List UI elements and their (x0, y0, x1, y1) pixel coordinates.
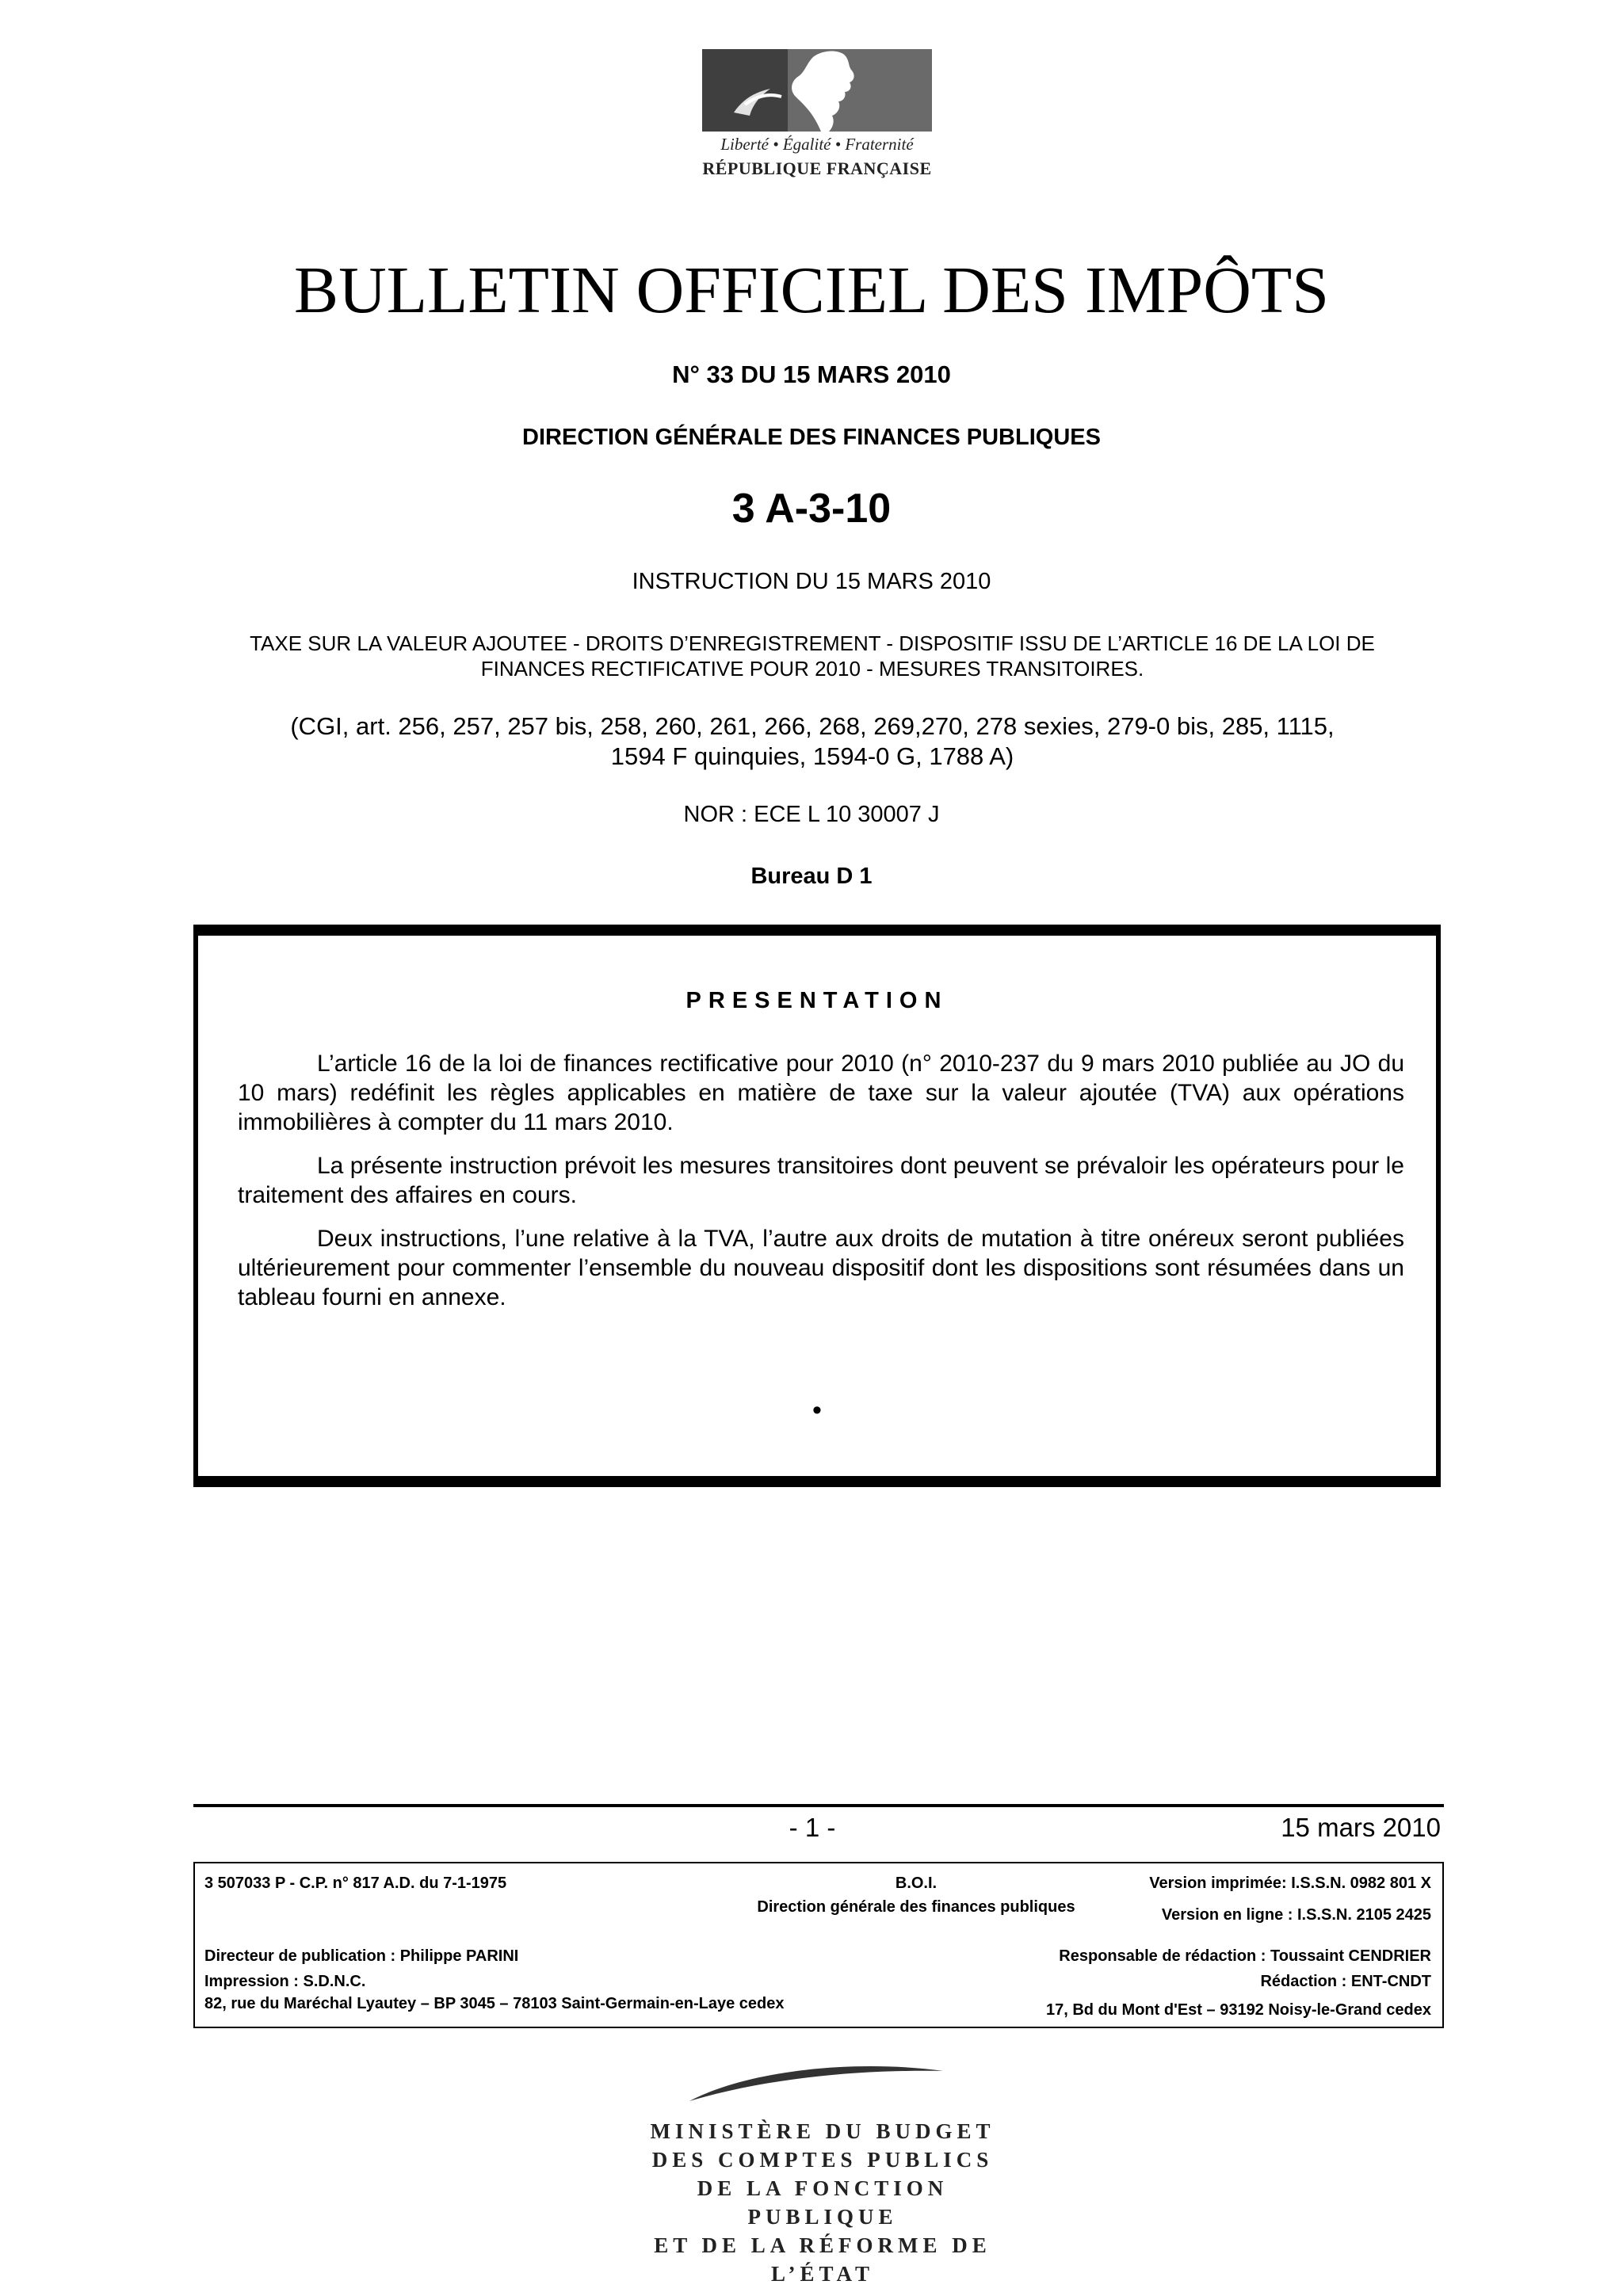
logo-country: RÉPUBLIQUE FRANÇAISE (702, 158, 932, 178)
nor-reference: NOR : ECE L 10 30007 J (683, 802, 940, 827)
address-left: 82, rue du Maréchal Lyautey – BP 3045 – 78103 Saint-Germain-en-Laye cedex (204, 1995, 785, 2012)
bulletin-number: N° 33 DU 15 MARS 2010 (672, 360, 951, 388)
instruction-date: INSTRUCTION DU 15 MARS 2010 (632, 569, 991, 594)
logo-motto: Liberté • Égalité • Fraternité (720, 135, 914, 154)
dgfip-label: Direction générale des finances publiques (757, 1898, 1075, 1916)
cgi-references (206, 711, 1419, 772)
presentation-paragraph: Deux instructions, l’une relative à la TVA, l’autre aux droits de mutation à titre onéreux seront publiées ultérieurement pour commenter l’ensemble du nouveau dispositif dont les dispositions sont résumées dans un tableau fourni en annexe. (238, 1226, 1404, 1310)
editor-in-chief: Responsable de rédaction : Toussaint CENDRIER (1059, 1947, 1431, 1965)
issn-print: Version imprimée: I.S.S.N. 0982 801 X (1149, 1875, 1431, 1892)
ministry-name (624, 2117, 1021, 2288)
page-number: - 1 - (789, 1813, 836, 1842)
presentation-title: PRESENTATION (685, 988, 949, 1013)
direction-name: DIRECTION GÉNÉRALE DES FINANCES PUBLIQUES (522, 425, 1101, 450)
subject-line-2: FINANCES RECTIFICATIVE POUR 2010 - MESURES TRANSITOIRES. (480, 657, 1144, 681)
footer-divider (193, 1804, 1444, 1807)
address-right: 17, Bd du Mont d'Est – 93192 Noisy-le-Grand cedex (1045, 2001, 1431, 2019)
presentation-box (193, 925, 1441, 1487)
printing-info: Impression : S.D.N.C. (204, 1973, 366, 1990)
presentation-bullet: • (812, 1395, 822, 1425)
cgi-line-2: 1594 F quinquies, 1594-0 G, 1788 A) (610, 742, 1014, 770)
ministry-line-2: DES COMPTES PUBLICS (651, 2148, 994, 2172)
publication-director: Directeur de publication : Philippe PARINI (204, 1947, 519, 1965)
publication-info-box (193, 1862, 1444, 2028)
bulletin-title: BULLETIN OFFICIEL DES IMPÔTS (294, 254, 1329, 327)
footer-date: 15 mars 2010 (1281, 1813, 1441, 1842)
subject-line-1: TAXE SUR LA VALEUR AJOUTEE - DROITS D’ENREGISTREMENT - DISPOSITIF ISSU DE L’ARTICLE 16 DE LA LOI DE (250, 631, 1375, 655)
ministry-arc-icon (682, 2060, 951, 2107)
ministry-line-4: ET DE LA RÉFORME DE L’ÉTAT (654, 2233, 991, 2286)
issn-online: Version en ligne : I.S.S.N. 2105 2425 (1161, 1906, 1431, 1924)
cp-number: 3 507033 P - C.P. n° 817 A.D. du 7-1-1975 (204, 1875, 507, 1892)
marianne-profile-icon (702, 49, 932, 132)
presentation-paragraph: L’article 16 de la loi de finances rectificative pour 2010 (n° 2010-237 du 9 mars 2010 publiée au JO du 10 mars) redéfinit les règles applicables en matière de taxe sur la valeur ajoutée (TVA) aux opérations immobilières à compter du 11 mars 2010. (238, 1051, 1404, 1135)
cgi-line-1: (CGI, art. 256, 257, 257 bis, 258, 260, 261, 266, 268, 269,270, 278 sexies, 279-0 bis, 285, 1115, (290, 712, 1335, 740)
bureau-label: Bureau D 1 (750, 864, 873, 889)
redaction-info: Rédaction : ENT-CNDT (1260, 1973, 1431, 1990)
ministry-line-3: DE LA FONCTION PUBLIQUE (697, 2176, 949, 2229)
marianne-logo (702, 49, 932, 190)
instruction-subject (206, 631, 1419, 681)
marianne-emblem (702, 49, 932, 132)
ministry-line-1: MINISTÈRE DU BUDGET (650, 2119, 995, 2143)
boi-label: B.O.I. (895, 1875, 938, 1892)
presentation-body (238, 1049, 1404, 1326)
instruction-code: 3 A-3-10 (731, 486, 892, 532)
presentation-paragraph: La présente instruction prévoit les mesures transitoires dont peuvent se prévaloir les opérateurs pour le traitement des affaires en cours. (238, 1153, 1404, 1208)
